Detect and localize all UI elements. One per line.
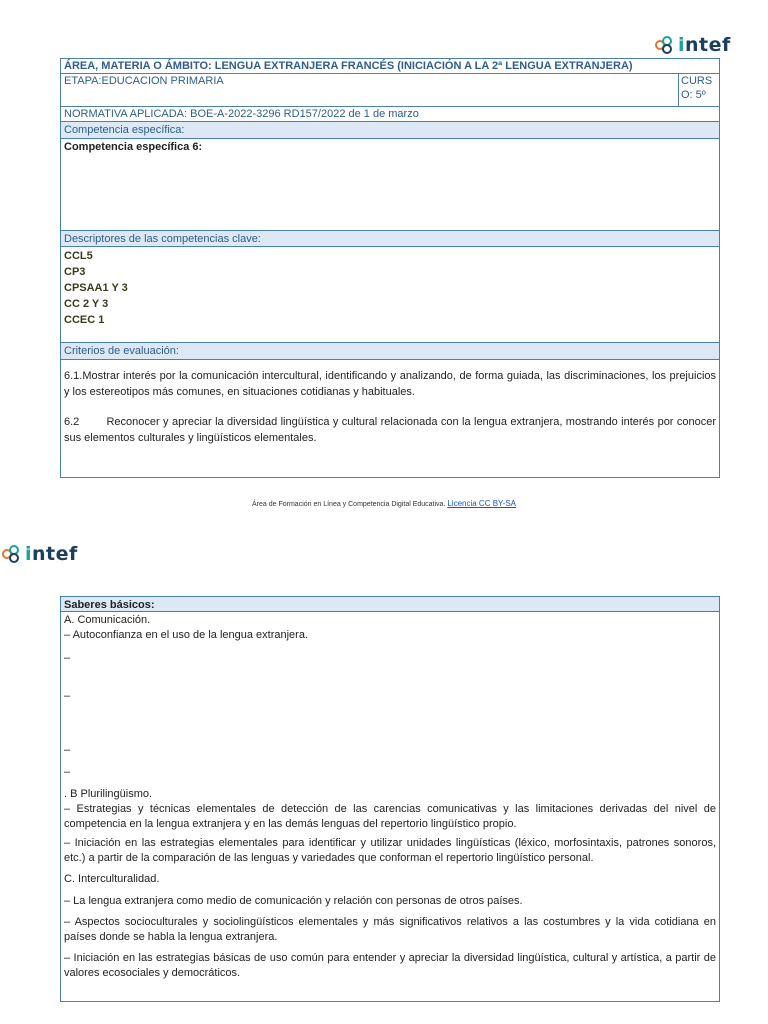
- competencia-header: Competencia específica:: [61, 122, 719, 139]
- saber-a-dash: –: [64, 690, 71, 702]
- page-footer: [0, 499, 768, 508]
- descriptor-item: CCL5: [64, 250, 93, 262]
- footer-text: Área de Formación en Línea y Competencia Digital Educativa.: [252, 501, 446, 508]
- saberes-body: [61, 612, 719, 981]
- criterio-6-2: 6.2 Reconocer y apreciar la diversidad lingüística y cultural relacionada con la lengua extranjera, mostrando interés por conocer sus elementos culturales y lingüísticos elementales.: [64, 416, 720, 444]
- etapa-label: ETAPA:EDUCACION PRIMARIA: [61, 74, 679, 106]
- descriptor-item: CP3: [64, 266, 86, 278]
- criterios-body: [61, 360, 719, 477]
- saber-b-item: – Estrategias y técnicas elementales de detección de las carencias comunicativas y las limitaciones derivadas del nivel de competencia en la lengua extranjera y en las demás lenguas del repertorio lingüístico propio.: [64, 803, 716, 830]
- descriptor-item: CPSAA1 Y 3: [64, 282, 128, 294]
- saber-b-item: – Iniciación en las estrategias elementales para identificar y utilizar unidades lingüísticas (léxico, morfosintaxis, patrones sonoros, etc.) a partir de la comparación de las lenguas y variedades que conforman el repertorio lingüístico personal.: [64, 837, 716, 864]
- descriptores-list: [61, 247, 719, 343]
- criterios-header: Criterios de evaluación:: [61, 343, 719, 360]
- curso-cell: CURS O: 5º: [681, 75, 713, 101]
- saber-a-title: A. Comunicación.: [64, 614, 151, 626]
- criterio-6-1: 6.1.Mostrar interés por la comunicación intercultural, identificando y analizando, de forma guiada, las discriminaciones, los prejuicios y los estereotipos más comunes, en situaciones cotidianas y habituales.: [64, 370, 716, 398]
- intef-rings-icon: [2, 545, 22, 563]
- saber-a-item: – Autoconfianza en el uso de la lengua extranjera.: [64, 629, 309, 641]
- intef-logo: intef: [655, 34, 731, 56]
- intef-rings-icon: [655, 36, 675, 54]
- saber-b-title: . B Plurilingüismo.: [64, 788, 153, 800]
- saber-c-item: – Iniciación en las estrategias básicas de uso común para entender y apreciar la diversidad lingüística, cultural y artística, a partir de valores ecosociales y democráticos.: [64, 952, 716, 979]
- saber-a-dash: –: [64, 766, 71, 778]
- saberes-header: Saberes básicos:: [61, 597, 719, 612]
- competencia-value: Competencia específica 6:: [61, 139, 719, 231]
- area-title: ÁREA, MATERIA O ÁMBITO: LENGUA EXTRANJERA FRANCÉS (INICIACIÓN A LA 2ª LENGUA EXTRANJERA): [61, 59, 719, 74]
- saber-c-item: – La lengua extranjera como medio de comunicación y relación con personas de otros países.: [64, 895, 523, 907]
- descriptor-item: CC 2 Y 3: [64, 298, 109, 310]
- intef-logo-page2: intef: [2, 543, 78, 565]
- normativa-row: NORMATIVA APLICADA: BOE-A-2022-3296 RD157/2022 de 1 de marzo: [61, 107, 719, 122]
- saber-c-title: C. Interculturalidad.: [64, 873, 160, 885]
- saberes-table: [60, 596, 720, 1002]
- license-link[interactable]: Licencia CC BY-SA: [447, 499, 516, 508]
- saber-a-dash: –: [64, 744, 71, 756]
- saber-c-item: – Aspectos socioculturales y sociolingüísticos elementales y más significativos relativos a las costumbres y la vida cotidiana en países donde se habla la lengua extranjera.: [64, 916, 716, 943]
- descriptor-item: CCEC 1: [64, 314, 105, 326]
- descriptores-header: Descriptores de las competencias clave:: [61, 231, 719, 247]
- etapa-row: [61, 74, 719, 107]
- curriculum-table: [60, 58, 720, 478]
- saber-a-dash: –: [64, 652, 71, 664]
